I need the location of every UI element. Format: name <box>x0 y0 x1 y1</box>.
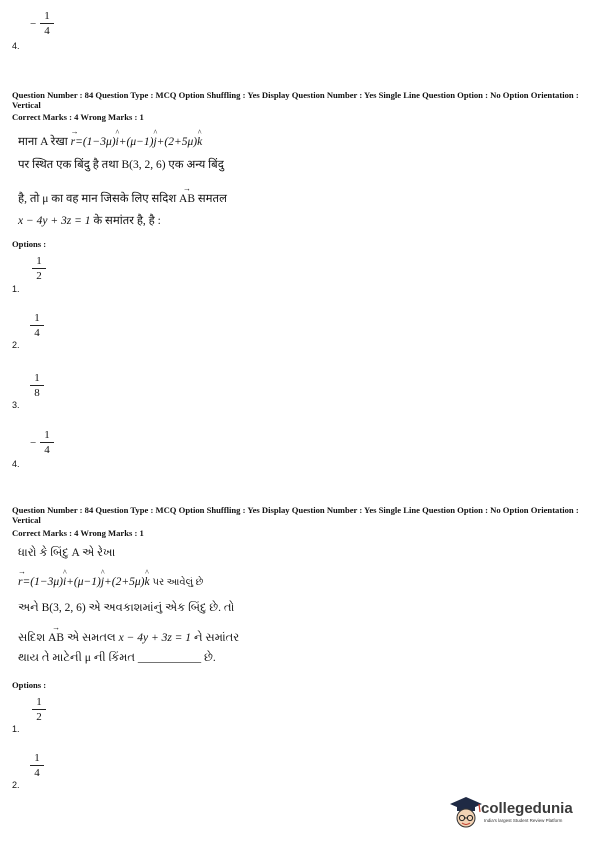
denominator: 4 <box>44 25 50 37</box>
q1-line3-tail: समतल <box>197 193 227 205</box>
q2-option-2-number: 2. <box>12 780 20 790</box>
q2-vector-ab: → AB <box>48 632 64 644</box>
minus-sign: − <box>30 18 37 30</box>
q2-line2-text: પર આવેલું છે <box>152 577 204 588</box>
collegedunia-logo-icon <box>446 792 486 832</box>
q2-option-1-fraction[interactable] <box>32 696 46 723</box>
minus-sign: − <box>30 437 37 449</box>
logo-tagline: India's largest Student Review Platform <box>484 818 563 823</box>
q1-line1-prefix: माना A रेखा <box>18 136 68 148</box>
q1-marks: Correct Marks : 4 Wrong Marks : 1 <box>12 112 144 122</box>
q2-header: Question Number : 84 Question Type : MCQ Option Shuffling : Yes Display Question Number : Yes Single Line Question Option : No Option Orientation : Vertical <box>12 505 579 525</box>
numerator: 1 <box>34 372 40 384</box>
q1-option-1-fraction[interactable] <box>32 255 46 282</box>
q1-line3-text: है, तो μ का वह मान जिसके लिए सदिश <box>18 193 177 205</box>
fraction-bar <box>30 385 44 386</box>
q2-line-4 <box>18 632 239 645</box>
q1-vector-ab: → AB <box>179 193 195 205</box>
q2-line-1: ધારો કે બિંદુ A એ રેખા <box>18 547 116 559</box>
fraction-bar <box>40 23 54 24</box>
q2-option-2-fraction[interactable] <box>30 752 44 779</box>
q1-line1-equation: → r=(1−3μ)^ i+(μ−1)^ j+(2+5μ)^ k <box>71 136 203 148</box>
q2-line2-equation: → r=(1−3μ)^ i+(μ−1)^ j+(2+5μ)^ k <box>18 576 152 588</box>
q1-header: Question Number : 84 Question Type : MCQ Option Shuffling : Yes Display Question Number : Yes Single Line Question Option : No Option Orientation : Vertical <box>12 90 579 110</box>
q1-option-3-number: 3. <box>12 400 20 410</box>
fraction-bar <box>32 268 46 269</box>
q1-option-2-fraction[interactable] <box>30 312 44 339</box>
q1-line-2: पर स्थित एक बिंदु है तथा B(3, 2, 6) एक अन्य बिंदु <box>18 159 224 171</box>
q1-line-4 <box>18 213 161 228</box>
q2-marks: Correct Marks : 4 Wrong Marks : 1 <box>12 528 144 538</box>
q2-line-2 <box>18 576 203 588</box>
numerator: 1 <box>36 696 42 708</box>
numerator: 1 <box>36 255 42 267</box>
denominator: 2 <box>36 711 42 723</box>
q2-line4-text: સદિશ <box>18 632 46 644</box>
q2-option-1-number: 1. <box>12 724 20 734</box>
q2-line4-mid: એ સમતલ <box>66 632 116 644</box>
numerator: 1 <box>44 10 50 22</box>
denominator: 4 <box>34 327 40 339</box>
q2-line-3: અને B(3, 2, 6) એ અવકાશમાંનું એક બિંદુ છે. તો <box>18 602 235 614</box>
q1-option-3-fraction[interactable] <box>30 372 44 399</box>
q1-option-4-number: 4. <box>12 459 20 469</box>
logo-brand-name: collegedunia <box>481 800 573 817</box>
denominator: 8 <box>34 387 40 399</box>
q1-line-3 <box>18 191 227 206</box>
fraction-bar <box>30 765 44 766</box>
q2-options-label: Options : <box>12 680 47 690</box>
q2-line4-tail: ને સમાંતર <box>193 632 240 644</box>
numerator: 1 <box>34 312 40 324</box>
q2-line-5: થાય તે માટેની μ ની કિંમત ___________ છે. <box>18 652 216 664</box>
q1-options-label: Options : <box>12 239 47 249</box>
numerator: 1 <box>44 429 50 441</box>
q1-plane-equation: x − 4y + 3z = 1 <box>18 215 91 227</box>
q1-option-2-number: 2. <box>12 340 20 350</box>
q1-line4-text: के समांतर है, है : <box>93 215 161 227</box>
denominator: 4 <box>44 444 50 456</box>
fraction-bar <box>30 325 44 326</box>
q2-plane-equation: x − 4y + 3z = 1 <box>118 632 192 644</box>
fraction-bar <box>32 709 46 710</box>
numerator: 1 <box>34 752 40 764</box>
q1-line-1 <box>18 134 202 149</box>
top-option-4-number: 4. <box>12 41 20 51</box>
fraction-bar <box>40 442 54 443</box>
denominator: 4 <box>34 767 40 779</box>
q1-option-1-number: 1. <box>12 284 20 294</box>
denominator: 2 <box>36 270 42 282</box>
